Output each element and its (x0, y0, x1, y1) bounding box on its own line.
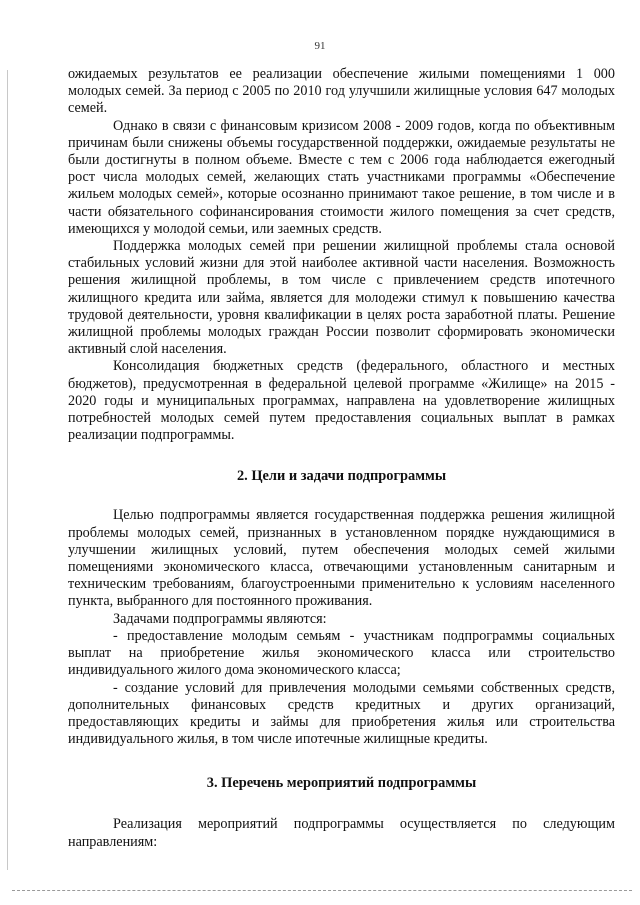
document-body (68, 66, 615, 851)
page-number: 91 (314, 40, 326, 52)
paragraph-consolidation: Консолидация бюджетных средств (федерального, областного и местных бюджетов), предусмотренная в федеральной целевой программе «Жилище» на 2015 - 2020 годы и муниципальных программах, направлена на удовлетворение жилищных потребностей молодых семей путем предоставления социальных выплат в рамках реализации подпрограммы. (68, 358, 615, 444)
paragraph-support: Поддержка молодых семей при решении жилищной проблемы стала основой стабильных условий жизни для этой наиболее активной части населения. Возможность решения жилищной проблемы, в том числе с привлечением средств ипотечного жилищного кредита или займа, является для молодежи стимул к повышению качества трудовой деятельности, уровня квалификации в целях роста заработной платы. Решение жилищной проблемы молодых граждан России позволит сформировать экономически активный слой населения. (68, 238, 615, 358)
scan-left-edge-line (7, 70, 8, 870)
section-2-heading: 2. Цели и задачи подпрограммы (236, 468, 447, 485)
paragraph-tasks-intro: Задачами подпрограммы являются: (113, 610, 327, 627)
paragraph-continuation: ожидаемых результатов ее реализации обеспечение жилыми помещениями 1 000 молодых семей. За период с 2005 по 2010 год улучшили жилищные условия 647 молодых семей. (68, 66, 615, 117)
paragraph-goal: Целью подпрограммы является государственная поддержка решения жилищной проблемы молодых семей, признанных в установленном порядке нуждающимися в улучшении жилищных условий, путем обеспечения молодых семей жилыми помещениями экономического класса, отвечающими установленным санитарным и техническим требованиям, благоустроенными применительно к условиям населенного пункта, выбранного для постоянного проживания. (68, 507, 615, 610)
paragraph-crisis: Однако в связи с финансовым кризисом 2008 - 2009 годов, когда по объективным причинам были снижены объемы государственной поддержки, ожидаемые результаты не были достигнуты в полном объеме. Вместе с тем с 2006 года наблюдается ежегодный рост числа молодых семей, желающих стать участниками программы «Обеспечение жильем молодых семей», которые осознанно принимают такое решение, в том числе и в части обязательного софинансирования стоимости жилого помещения за счет средств, имеющихся у молодой семьи, или заемных средств. (68, 117, 615, 237)
scan-bottom-edge-line (12, 890, 632, 891)
paragraph-task-2: - создание условий для привлечения молодыми семьями собственных средств, дополнительных финансовых средств кредитных и других организаций, предоставляющих кредиты и займы для приобретения жилья или строительства индивидуального жилья, в том числе ипотечные жилищные кредиты. (68, 679, 615, 748)
paragraph-task-1: - предоставление молодым семьям - участникам подпрограммы социальных выплат на приобретение жилья экономического класса или строительство индивидуального жилого дома экономического класса; (68, 627, 615, 679)
paragraph-directions: Реализация мероприятий подпрограммы осуществляется по следующим направлениям: (68, 816, 615, 850)
section-3-heading: 3. Перечень мероприятий подпрограммы (206, 775, 477, 792)
